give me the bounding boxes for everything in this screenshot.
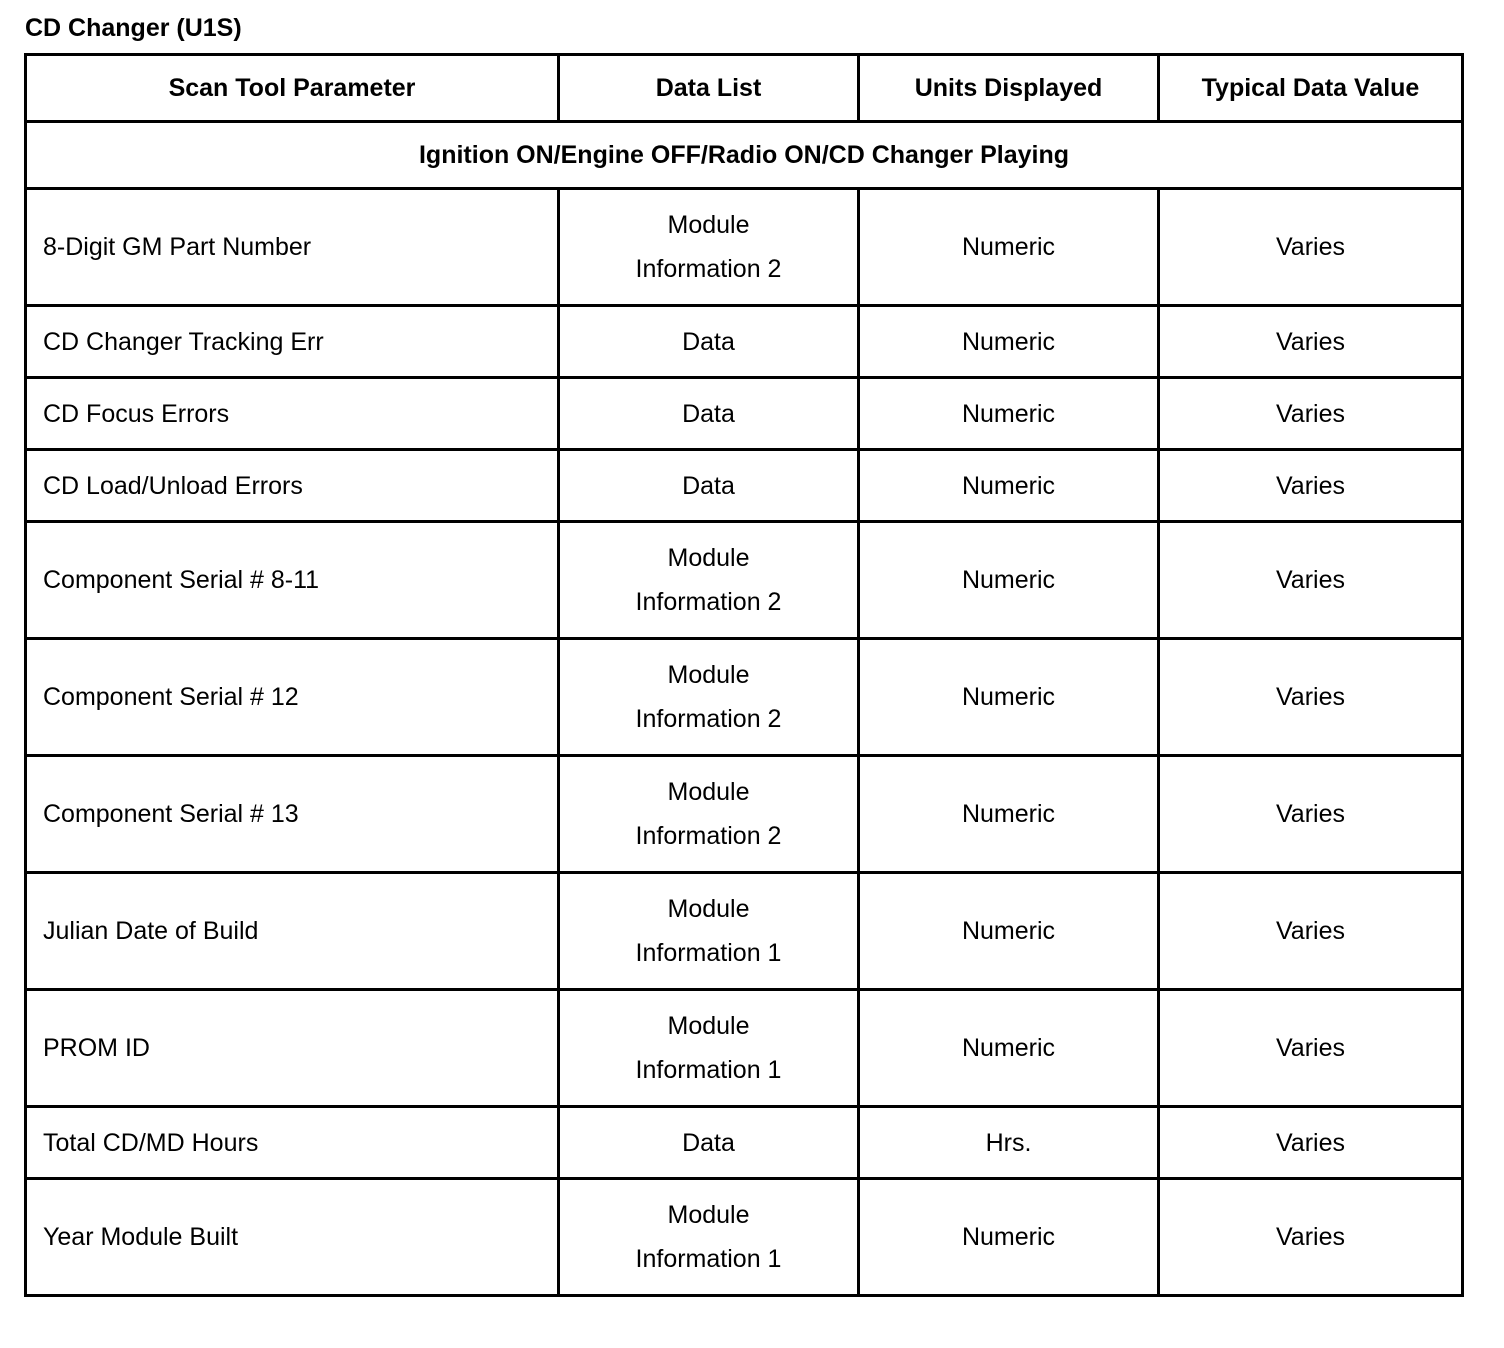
- table-row: [26, 756, 1463, 873]
- data-list-text: Data: [682, 327, 735, 356]
- header-data-list: Data List: [559, 55, 859, 122]
- data-list-text: Module Information 2: [635, 661, 782, 733]
- parameter-table: [24, 53, 1464, 1297]
- units-cell: Numeric: [859, 450, 1159, 522]
- data-list-cell: [559, 756, 859, 873]
- typical-value-cell: Varies: [1159, 873, 1463, 990]
- data-list-text: Data: [682, 399, 735, 428]
- parameter-cell: Total CD/MD Hours: [26, 1107, 559, 1179]
- typical-value-cell: Varies: [1159, 378, 1463, 450]
- header-row: [26, 55, 1463, 122]
- units-cell: Numeric: [859, 1179, 1159, 1296]
- typical-value-cell: Varies: [1159, 990, 1463, 1107]
- typical-value-cell: Varies: [1159, 1179, 1463, 1296]
- parameter-cell: CD Changer Tracking Err: [26, 306, 559, 378]
- typical-value-cell: Varies: [1159, 450, 1463, 522]
- typical-value-cell: Varies: [1159, 756, 1463, 873]
- units-cell: Numeric: [859, 639, 1159, 756]
- units-cell: Hrs.: [859, 1107, 1159, 1179]
- parameter-cell: CD Load/Unload Errors: [26, 450, 559, 522]
- typical-value-cell: Varies: [1159, 1107, 1463, 1179]
- parameter-cell: CD Focus Errors: [26, 378, 559, 450]
- data-list-cell: [559, 450, 859, 522]
- units-cell: Numeric: [859, 522, 1159, 639]
- data-list-text: Module Information 1: [635, 1012, 782, 1084]
- units-cell: Numeric: [859, 306, 1159, 378]
- data-list-cell: [559, 873, 859, 990]
- data-list-cell: [559, 1107, 859, 1179]
- data-list-text: Module Information 1: [635, 1201, 782, 1273]
- document-title: CD Changer (U1S): [25, 14, 242, 42]
- data-list-text: Data: [682, 1128, 735, 1157]
- table-row: [26, 306, 1463, 378]
- parameter-cell: Year Module Built: [26, 1179, 559, 1296]
- data-list-cell: [559, 522, 859, 639]
- data-list-text: Module Information 1: [635, 895, 782, 967]
- section-row: [26, 122, 1463, 189]
- header-scan-tool-parameter: Scan Tool Parameter: [26, 55, 559, 122]
- table-row: [26, 450, 1463, 522]
- parameter-cell: Component Serial # 8-11: [26, 522, 559, 639]
- units-cell: Numeric: [859, 990, 1159, 1107]
- data-list-text: Module Information 2: [635, 778, 782, 850]
- parameter-cell: Component Serial # 12: [26, 639, 559, 756]
- table-row: [26, 522, 1463, 639]
- data-list-text: Module Information 2: [635, 211, 782, 283]
- typical-value-cell: Varies: [1159, 189, 1463, 306]
- data-list-cell: [559, 189, 859, 306]
- table-row: [26, 639, 1463, 756]
- parameter-cell: Julian Date of Build: [26, 873, 559, 990]
- data-list-cell: [559, 306, 859, 378]
- typical-value-cell: Varies: [1159, 306, 1463, 378]
- typical-value-cell: Varies: [1159, 639, 1463, 756]
- parameter-cell: PROM ID: [26, 990, 559, 1107]
- data-list-text: Module Information 2: [635, 544, 782, 616]
- table-row: [26, 378, 1463, 450]
- units-cell: Numeric: [859, 189, 1159, 306]
- header-typical-data-value: Typical Data Value: [1159, 55, 1463, 122]
- table-row: [26, 1107, 1463, 1179]
- units-cell: Numeric: [859, 756, 1159, 873]
- parameter-cell: 8-Digit GM Part Number: [26, 189, 559, 306]
- table-row: [26, 990, 1463, 1107]
- data-list-cell: [559, 990, 859, 1107]
- table-row: [26, 1179, 1463, 1296]
- parameter-cell: Component Serial # 13: [26, 756, 559, 873]
- section-label: Ignition ON/Engine OFF/Radio ON/CD Changer Playing: [26, 122, 1463, 189]
- units-cell: Numeric: [859, 378, 1159, 450]
- table-row: [26, 873, 1463, 990]
- table-row: [26, 189, 1463, 306]
- data-list-cell: [559, 639, 859, 756]
- data-list-cell: [559, 1179, 859, 1296]
- data-list-text: Data: [682, 471, 735, 500]
- units-cell: Numeric: [859, 873, 1159, 990]
- data-list-cell: [559, 378, 859, 450]
- header-units-displayed: Units Displayed: [859, 55, 1159, 122]
- typical-value-cell: Varies: [1159, 522, 1463, 639]
